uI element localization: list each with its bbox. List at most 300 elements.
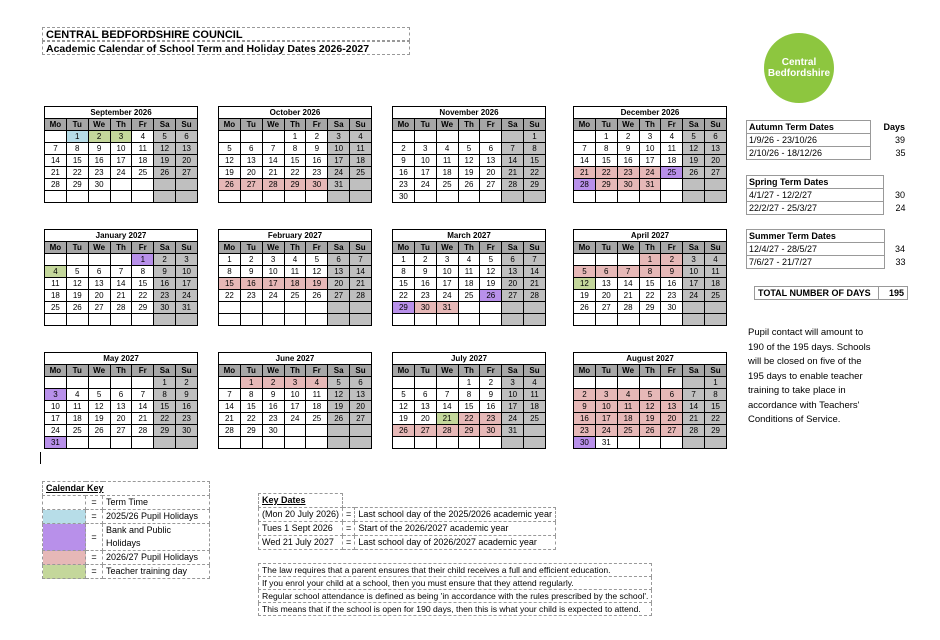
day-header: Mo <box>393 119 415 131</box>
autumn-term-title: Autumn Term Dates <box>747 121 871 134</box>
day-cell: 10 <box>176 266 198 278</box>
day-header: Th <box>284 119 306 131</box>
day-header: Su <box>705 365 727 377</box>
key-date-row: Tues 1 Sept 2026 = Start of the 2026/2027 academic year <box>259 522 556 536</box>
empty-cell <box>88 191 110 203</box>
empty-cell <box>683 377 705 389</box>
day-cell: 6 <box>88 266 110 278</box>
day-cell: 31 <box>436 302 458 314</box>
day-cell: 21 <box>683 413 705 425</box>
empty-cell <box>617 437 639 449</box>
day-cell: 20 <box>110 413 132 425</box>
day-cell: 29 <box>458 425 480 437</box>
empty-cell <box>480 131 502 143</box>
empty-cell <box>436 314 458 326</box>
day-cell: 28 <box>110 302 132 314</box>
day-cell: 9 <box>306 143 328 155</box>
key-date-row: (Mon 20 July 2026) = Last school day of the 2025/2026 academic year <box>259 508 556 522</box>
day-cell: 20 <box>88 290 110 302</box>
day-cell: 24 <box>176 290 198 302</box>
day-header: Fr <box>306 365 328 377</box>
day-cell: 11 <box>617 401 639 413</box>
day-cell: 15 <box>240 401 262 413</box>
day-cell: 12 <box>393 401 415 413</box>
day-cell: 25 <box>306 413 328 425</box>
day-cell: 29 <box>132 302 154 314</box>
empty-cell <box>480 437 502 449</box>
day-cell: 29 <box>393 302 415 314</box>
month-title: June 2027 <box>219 353 372 365</box>
day-cell: 10 <box>414 155 436 167</box>
key-dates-title: Key Dates <box>259 494 343 508</box>
empty-cell <box>414 377 436 389</box>
day-cell: 3 <box>328 131 350 143</box>
spring-term-table <box>746 175 908 215</box>
day-cell: 30 <box>262 425 284 437</box>
empty-cell <box>705 314 727 326</box>
day-cell: 25 <box>350 167 372 179</box>
day-header: Tu <box>414 365 436 377</box>
empty-cell <box>524 437 546 449</box>
month-title: December 2026 <box>574 107 727 119</box>
day-cell: 10 <box>502 389 524 401</box>
day-cell: 25 <box>705 290 727 302</box>
key-swatch-bank-holidays <box>43 524 86 551</box>
empty-cell <box>683 302 705 314</box>
day-cell: 2 <box>480 377 502 389</box>
day-header: Th <box>110 119 132 131</box>
day-header: Su <box>524 119 546 131</box>
day-cell: 15 <box>219 278 241 290</box>
day-cell: 23 <box>414 290 436 302</box>
day-header: Sa <box>683 119 705 131</box>
day-cell: 31 <box>639 179 661 191</box>
day-cell: 26 <box>458 179 480 191</box>
empty-cell <box>436 377 458 389</box>
day-header: Fr <box>661 242 683 254</box>
day-cell: 19 <box>683 155 705 167</box>
day-cell: 23 <box>154 290 176 302</box>
empty-cell <box>683 179 705 191</box>
day-header: Sa <box>328 119 350 131</box>
day-cell: 6 <box>414 389 436 401</box>
day-cell: 28 <box>132 425 154 437</box>
empty-cell <box>284 191 306 203</box>
day-cell: 22 <box>393 290 415 302</box>
month-title: July 2027 <box>393 353 546 365</box>
day-cell: 28 <box>574 179 596 191</box>
day-cell: 22 <box>66 167 88 179</box>
day-cell: 26 <box>574 302 596 314</box>
day-header: Su <box>524 365 546 377</box>
key-item: = Teacher training day <box>43 565 210 579</box>
day-header: We <box>617 119 639 131</box>
day-header: Th <box>639 242 661 254</box>
day-cell: 26 <box>154 167 176 179</box>
autumn-term-dates-2: 2/10/26 - 18/12/26 <box>747 147 871 160</box>
empty-cell <box>284 314 306 326</box>
day-cell: 9 <box>574 401 596 413</box>
day-cell: 4 <box>132 131 154 143</box>
day-cell: 14 <box>350 266 372 278</box>
month-title: February 2027 <box>219 230 372 242</box>
month-title: September 2026 <box>45 107 198 119</box>
empty-cell <box>110 377 132 389</box>
day-cell: 20 <box>328 278 350 290</box>
day-cell: 28 <box>502 179 524 191</box>
day-cell: 21 <box>219 413 241 425</box>
key-dates-table <box>258 493 556 550</box>
empty-cell <box>45 191 67 203</box>
day-cell: 6 <box>110 389 132 401</box>
spring-term-dates-1: 4/1/27 - 12/2/27 <box>747 189 884 202</box>
empty-cell <box>45 314 67 326</box>
empty-cell <box>154 191 176 203</box>
day-cell: 8 <box>66 143 88 155</box>
empty-cell <box>705 191 727 203</box>
day-cell: 23 <box>88 167 110 179</box>
empty-cell <box>414 191 436 203</box>
day-cell: 18 <box>617 413 639 425</box>
empty-cell <box>66 377 88 389</box>
empty-cell <box>574 131 596 143</box>
day-cell: 15 <box>639 278 661 290</box>
day-cell: 23 <box>661 290 683 302</box>
day-header: Fr <box>480 242 502 254</box>
day-cell: 13 <box>110 401 132 413</box>
empty-cell <box>502 131 524 143</box>
day-cell: 21 <box>262 167 284 179</box>
day-cell: 6 <box>595 266 617 278</box>
day-cell: 30 <box>306 179 328 191</box>
day-cell: 3 <box>436 254 458 266</box>
day-cell: 8 <box>639 266 661 278</box>
day-cell: 25 <box>458 290 480 302</box>
day-cell: 16 <box>306 155 328 167</box>
day-cell: 16 <box>574 413 596 425</box>
key-item: = Term Time <box>43 496 210 510</box>
day-cell: 22 <box>154 413 176 425</box>
key-date-1: (Mon 20 July 2026) <box>259 508 343 522</box>
key-label-training: Teacher training day <box>103 565 210 579</box>
day-cell: 11 <box>661 143 683 155</box>
day-cell: 20 <box>350 401 372 413</box>
day-cell: 1 <box>595 131 617 143</box>
day-header: Sa <box>502 365 524 377</box>
day-cell: 11 <box>132 143 154 155</box>
day-cell: 19 <box>574 290 596 302</box>
empty-cell <box>350 191 372 203</box>
day-cell: 7 <box>502 143 524 155</box>
day-cell: 15 <box>524 155 546 167</box>
empty-cell <box>661 191 683 203</box>
day-cell: 12 <box>88 401 110 413</box>
empty-cell <box>110 254 132 266</box>
day-header: We <box>617 242 639 254</box>
day-cell: 14 <box>219 401 241 413</box>
day-header: Su <box>705 119 727 131</box>
day-cell: 25 <box>45 302 67 314</box>
day-cell: 2 <box>617 131 639 143</box>
day-header: Fr <box>306 119 328 131</box>
day-cell: 22 <box>639 290 661 302</box>
day-cell: 17 <box>284 401 306 413</box>
day-cell: 1 <box>132 254 154 266</box>
empty-cell <box>262 302 284 314</box>
day-cell: 20 <box>240 167 262 179</box>
day-header: We <box>88 119 110 131</box>
day-cell: 15 <box>393 278 415 290</box>
day-cell: 29 <box>595 179 617 191</box>
day-cell: 11 <box>45 278 67 290</box>
day-cell: 16 <box>661 278 683 290</box>
day-cell: 30 <box>176 425 198 437</box>
day-cell: 30 <box>393 191 415 203</box>
day-cell: 12 <box>328 389 350 401</box>
day-cell: 16 <box>176 401 198 413</box>
key-date-3: Wed 21 July 2027 <box>259 536 343 550</box>
day-header: We <box>262 242 284 254</box>
autumn-term-days-1: 39 <box>894 135 905 145</box>
day-cell: 21 <box>110 290 132 302</box>
day-cell: 1 <box>705 377 727 389</box>
day-cell: 28 <box>683 425 705 437</box>
day-cell: 13 <box>88 278 110 290</box>
day-cell: 11 <box>284 266 306 278</box>
day-cell: 3 <box>639 131 661 143</box>
law-line-1: The law requires that a parent ensures that their child receives a full and efficient education. <box>259 564 652 577</box>
day-header: Sa <box>502 119 524 131</box>
month-calendar <box>573 106 727 203</box>
empty-cell <box>414 131 436 143</box>
day-cell: 8 <box>240 389 262 401</box>
day-cell: 4 <box>661 131 683 143</box>
day-cell: 18 <box>350 155 372 167</box>
day-cell: 26 <box>639 425 661 437</box>
day-cell: 22 <box>284 167 306 179</box>
day-cell: 14 <box>617 278 639 290</box>
day-cell: 8 <box>219 266 241 278</box>
empty-cell <box>176 179 198 191</box>
day-cell: 25 <box>66 425 88 437</box>
empty-cell <box>328 437 350 449</box>
empty-cell <box>458 131 480 143</box>
empty-cell <box>88 437 110 449</box>
day-cell: 27 <box>110 425 132 437</box>
empty-cell <box>66 191 88 203</box>
day-cell: 6 <box>661 389 683 401</box>
summer-term-dates-2: 7/6/27 - 21/7/27 <box>747 256 885 269</box>
day-cell: 14 <box>262 155 284 167</box>
text-cursor-mark <box>40 452 41 464</box>
day-cell: 16 <box>154 278 176 290</box>
empty-cell <box>661 314 683 326</box>
day-header: Mo <box>45 242 67 254</box>
empty-cell <box>284 302 306 314</box>
day-cell: 8 <box>595 143 617 155</box>
autumn-term-table <box>746 120 908 160</box>
day-cell: 15 <box>284 155 306 167</box>
month-calendar <box>573 352 727 449</box>
day-cell: 19 <box>66 290 88 302</box>
day-cell: 14 <box>45 155 67 167</box>
day-cell: 28 <box>45 179 67 191</box>
day-cell: 18 <box>284 278 306 290</box>
day-header: Tu <box>595 365 617 377</box>
day-cell: 19 <box>219 167 241 179</box>
day-cell: 21 <box>524 278 546 290</box>
day-cell: 31 <box>502 425 524 437</box>
day-cell: 24 <box>683 290 705 302</box>
day-cell: 11 <box>350 143 372 155</box>
day-cell: 10 <box>436 266 458 278</box>
day-cell: 4 <box>45 266 67 278</box>
empty-cell <box>639 191 661 203</box>
total-days-value: 195 <box>879 287 908 300</box>
day-cell: 26 <box>328 413 350 425</box>
day-cell: 14 <box>524 266 546 278</box>
day-cell: 30 <box>154 302 176 314</box>
day-cell: 2 <box>176 377 198 389</box>
day-cell: 28 <box>617 302 639 314</box>
day-cell: 31 <box>176 302 198 314</box>
empty-cell <box>617 191 639 203</box>
month-title: May 2027 <box>45 353 198 365</box>
empty-cell <box>480 191 502 203</box>
month-title: August 2027 <box>574 353 727 365</box>
empty-cell <box>240 191 262 203</box>
empty-cell <box>502 302 524 314</box>
day-header: We <box>88 365 110 377</box>
day-cell: 18 <box>661 155 683 167</box>
day-cell: 11 <box>524 389 546 401</box>
day-header: Sa <box>154 119 176 131</box>
day-header: Fr <box>132 365 154 377</box>
day-cell: 12 <box>66 278 88 290</box>
day-cell: 17 <box>595 413 617 425</box>
empty-cell <box>350 179 372 191</box>
day-cell: 3 <box>45 389 67 401</box>
day-cell: 16 <box>88 155 110 167</box>
day-header: Tu <box>414 119 436 131</box>
day-cell: 5 <box>306 254 328 266</box>
day-cell: 4 <box>524 377 546 389</box>
day-header: Mo <box>393 242 415 254</box>
day-header: Su <box>350 365 372 377</box>
month-calendar <box>392 106 546 203</box>
day-cell: 29 <box>66 179 88 191</box>
day-cell: 27 <box>88 302 110 314</box>
day-cell: 6 <box>328 254 350 266</box>
day-cell: 7 <box>350 254 372 266</box>
day-cell: 16 <box>617 155 639 167</box>
day-cell: 9 <box>154 266 176 278</box>
day-cell: 29 <box>705 425 727 437</box>
day-cell: 1 <box>240 377 262 389</box>
empty-cell <box>154 314 176 326</box>
day-cell: 25 <box>436 179 458 191</box>
day-cell: 5 <box>328 377 350 389</box>
calendar-key <box>42 481 210 579</box>
day-cell: 11 <box>705 266 727 278</box>
empty-cell <box>176 191 198 203</box>
day-cell: 16 <box>240 278 262 290</box>
key-swatch-2026-holidays <box>43 551 86 565</box>
day-cell: 24 <box>45 425 67 437</box>
day-cell: 12 <box>480 266 502 278</box>
day-cell: 21 <box>502 167 524 179</box>
day-cell: 24 <box>262 290 284 302</box>
day-cell: 21 <box>574 167 596 179</box>
day-cell: 30 <box>414 302 436 314</box>
key-date-2: Tues 1 Sept 2026 <box>259 522 343 536</box>
empty-cell <box>45 131 67 143</box>
day-header: Th <box>284 365 306 377</box>
empty-cell <box>574 314 596 326</box>
empty-cell <box>219 437 241 449</box>
law-line-2: If you enrol your child at a school, then you must ensure that they attend regularly. <box>259 577 652 590</box>
empty-cell <box>306 425 328 437</box>
day-cell: 4 <box>284 254 306 266</box>
law-line-4: This means that if the school is open for 190 days, then this is what your child is expected to attend. <box>259 603 652 616</box>
day-header: Su <box>176 119 198 131</box>
days-heading: Days <box>883 122 905 132</box>
empty-cell <box>219 314 241 326</box>
day-header: Tu <box>66 365 88 377</box>
day-cell: 4 <box>436 143 458 155</box>
day-cell: 21 <box>617 290 639 302</box>
empty-cell <box>132 314 154 326</box>
day-cell: 27 <box>595 302 617 314</box>
empty-cell <box>705 437 727 449</box>
day-cell: 17 <box>110 155 132 167</box>
day-cell: 27 <box>240 179 262 191</box>
day-cell: 2 <box>262 377 284 389</box>
day-cell: 4 <box>66 389 88 401</box>
day-cell: 20 <box>480 167 502 179</box>
day-header: Tu <box>240 365 262 377</box>
day-cell: 6 <box>502 254 524 266</box>
day-cell: 12 <box>574 278 596 290</box>
day-cell: 17 <box>328 155 350 167</box>
summer-term-days-2: 33 <box>895 257 906 267</box>
day-header: Fr <box>132 119 154 131</box>
key-label-2026-holidays: 2026/27 Pupil Holidays <box>103 551 210 565</box>
day-cell: 8 <box>154 389 176 401</box>
day-cell: 19 <box>88 413 110 425</box>
day-cell: 29 <box>240 425 262 437</box>
day-cell: 25 <box>524 413 546 425</box>
day-cell: 18 <box>306 401 328 413</box>
month-title: April 2027 <box>574 230 727 242</box>
day-cell: 7 <box>219 389 241 401</box>
day-cell: 9 <box>88 143 110 155</box>
calendar-key-title: Calendar Key <box>43 482 210 496</box>
day-cell: 10 <box>328 143 350 155</box>
day-cell: 1 <box>639 254 661 266</box>
empty-cell <box>306 437 328 449</box>
day-cell: 14 <box>132 401 154 413</box>
day-cell: 20 <box>661 413 683 425</box>
empty-cell <box>306 314 328 326</box>
day-cell: 17 <box>414 167 436 179</box>
day-cell: 15 <box>132 278 154 290</box>
day-cell: 5 <box>574 266 596 278</box>
day-header: Fr <box>480 365 502 377</box>
day-cell: 8 <box>284 143 306 155</box>
empty-cell <box>45 254 67 266</box>
day-cell: 15 <box>705 401 727 413</box>
